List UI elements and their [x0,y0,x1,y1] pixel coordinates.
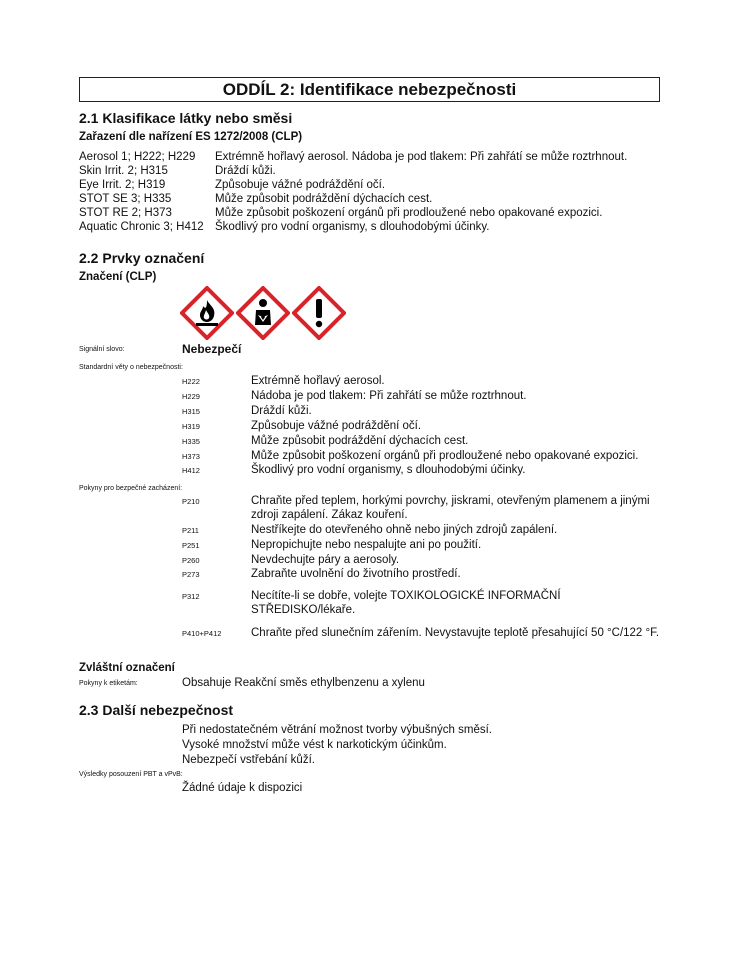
statement-text: Extrémně hořlavý aerosol. [251,375,385,387]
classification-text: Může způsobit poškození orgánů při prodloužené nebo opakované expozici. [215,207,603,219]
statement-text: Nepropichujte nebo nespalujte ani po použití. [251,539,482,551]
classification-text: Dráždí kůži. [215,165,276,177]
statement-text: Nestříkejte do otevřeného ohně nebo jiných zdrojů zapálení. [251,524,558,536]
section-2-1-heading: 2.1 Klasifikace látky nebo směsi [79,110,293,126]
statement-text: Necítíte-li se dobře, volejte TOXIKOLOGICKÉ INFORMAČNÍ STŘEDISKO/lékaře. [251,590,561,616]
statement-code: H335 [182,437,200,446]
statement-code: P251 [182,541,200,550]
statement-text: Způsobuje vážné podráždění očí. [251,420,422,432]
statement-code: H222 [182,377,200,386]
special-labelling-heading: Zvláštní označení [79,662,175,674]
statement-code: H229 [182,392,200,401]
statement-text: Škodlivý pro vodní organismy, s dlouhodobými účinky. [251,464,526,476]
classification-code: STOT SE 3; H335 [79,193,172,205]
section-2-3-heading: 2.3 Další nebezpečnost [79,702,234,718]
statement-text: Dráždí kůži. [251,405,312,417]
signal-word-label: Signální slovo: [79,346,125,353]
other-hazard-line: Vysoké množství může vést k narkotickým účinkům. [182,739,447,751]
statement-code: H412 [182,466,200,475]
precautionary-statements-label: Pokyny pro bezpečné zacházení: [79,485,183,492]
classification-text: Způsobuje vážné podráždění očí. [215,179,386,191]
statement-code: H315 [182,407,200,416]
flame-icon [180,286,234,340]
statement-code: P211 [182,526,199,535]
exclamation-icon [292,286,346,340]
pbt-text: Žádné údaje k dispozici [182,782,303,794]
statement-text: Nevdechujte páry a aerosoly. [251,554,400,566]
classification-text: Škodlivý pro vodní organismy, s dlouhodobými účinky. [215,221,490,233]
classification-code: Skin Irrit. 2; H315 [79,165,168,177]
clp-labelling-heading: Značení (CLP) [79,271,157,283]
statement-text: Může způsobit poškození orgánů při prodloužené nebo opakované expozici. [251,450,639,462]
classification-code: STOT RE 2; H373 [79,207,172,219]
statement-text: Nádoba je pod tlakem: Při zahřátí se může roztrhnout. [251,390,527,402]
section-title: ODDÍL 2: Identifikace nebezpečnosti [79,77,660,102]
statement-code: H319 [182,422,200,431]
statement-text: Zabraňte uvolnění do životního prostředí. [251,568,461,580]
classification-text: Extrémně hořlavý aerosol. Nádoba je pod tlakem: Při zahřátí se může roztrhnout. [215,151,628,163]
other-hazard-line: Nebezpečí vstřebání kůží. [182,754,315,766]
classification-code: Aerosol 1; H222; H229 [79,151,196,163]
signal-word: Nebezpečí [182,342,242,356]
other-hazard-line: Při nedostatečném větrání možnost tvorby výbušných směsí. [182,724,492,736]
statement-text: Může způsobit podráždění dýchacích cest. [251,435,469,447]
label-instructions-label: Pokyny k etiketám: [79,680,138,687]
statement-code: P273 [182,570,200,579]
label-instructions-text: Obsahuje Reakční směs ethylbenzenu a xylenu [182,677,425,689]
classification-code: Eye Irrit. 2; H319 [79,179,166,191]
hazard-statements-label: Standardní věty o nebezpečnosti: [79,364,183,371]
classification-code: Aquatic Chronic 3; H412 [79,221,204,233]
statement-text: Chraňte před slunečním zářením. Nevystavujte teplotě přesahující 50 °C/122 °F. [251,627,660,639]
statement-code: H373 [182,452,200,461]
statement-code: P410+P412 [182,629,222,638]
section-2-2-heading: 2.2 Prvky označení [79,250,205,266]
statement-code: P210 [182,497,200,506]
health-hazard-icon [236,286,290,340]
statement-text: Chraňte před teplem, horkými povrchy, jiskrami, otevřeným plamenem a jinými zdroji zapálení. Zákaz kouření. [251,495,650,521]
classification-text: Může způsobit podráždění dýchacích cest. [215,193,433,205]
statement-code: P260 [182,556,200,565]
statement-code: P312 [182,592,200,601]
pbt-label: Výsledky posouzení PBT a vPvB: [79,771,183,778]
clp-classification-heading: Zařazení dle nařízení ES 1272/2008 (CLP) [79,131,303,143]
